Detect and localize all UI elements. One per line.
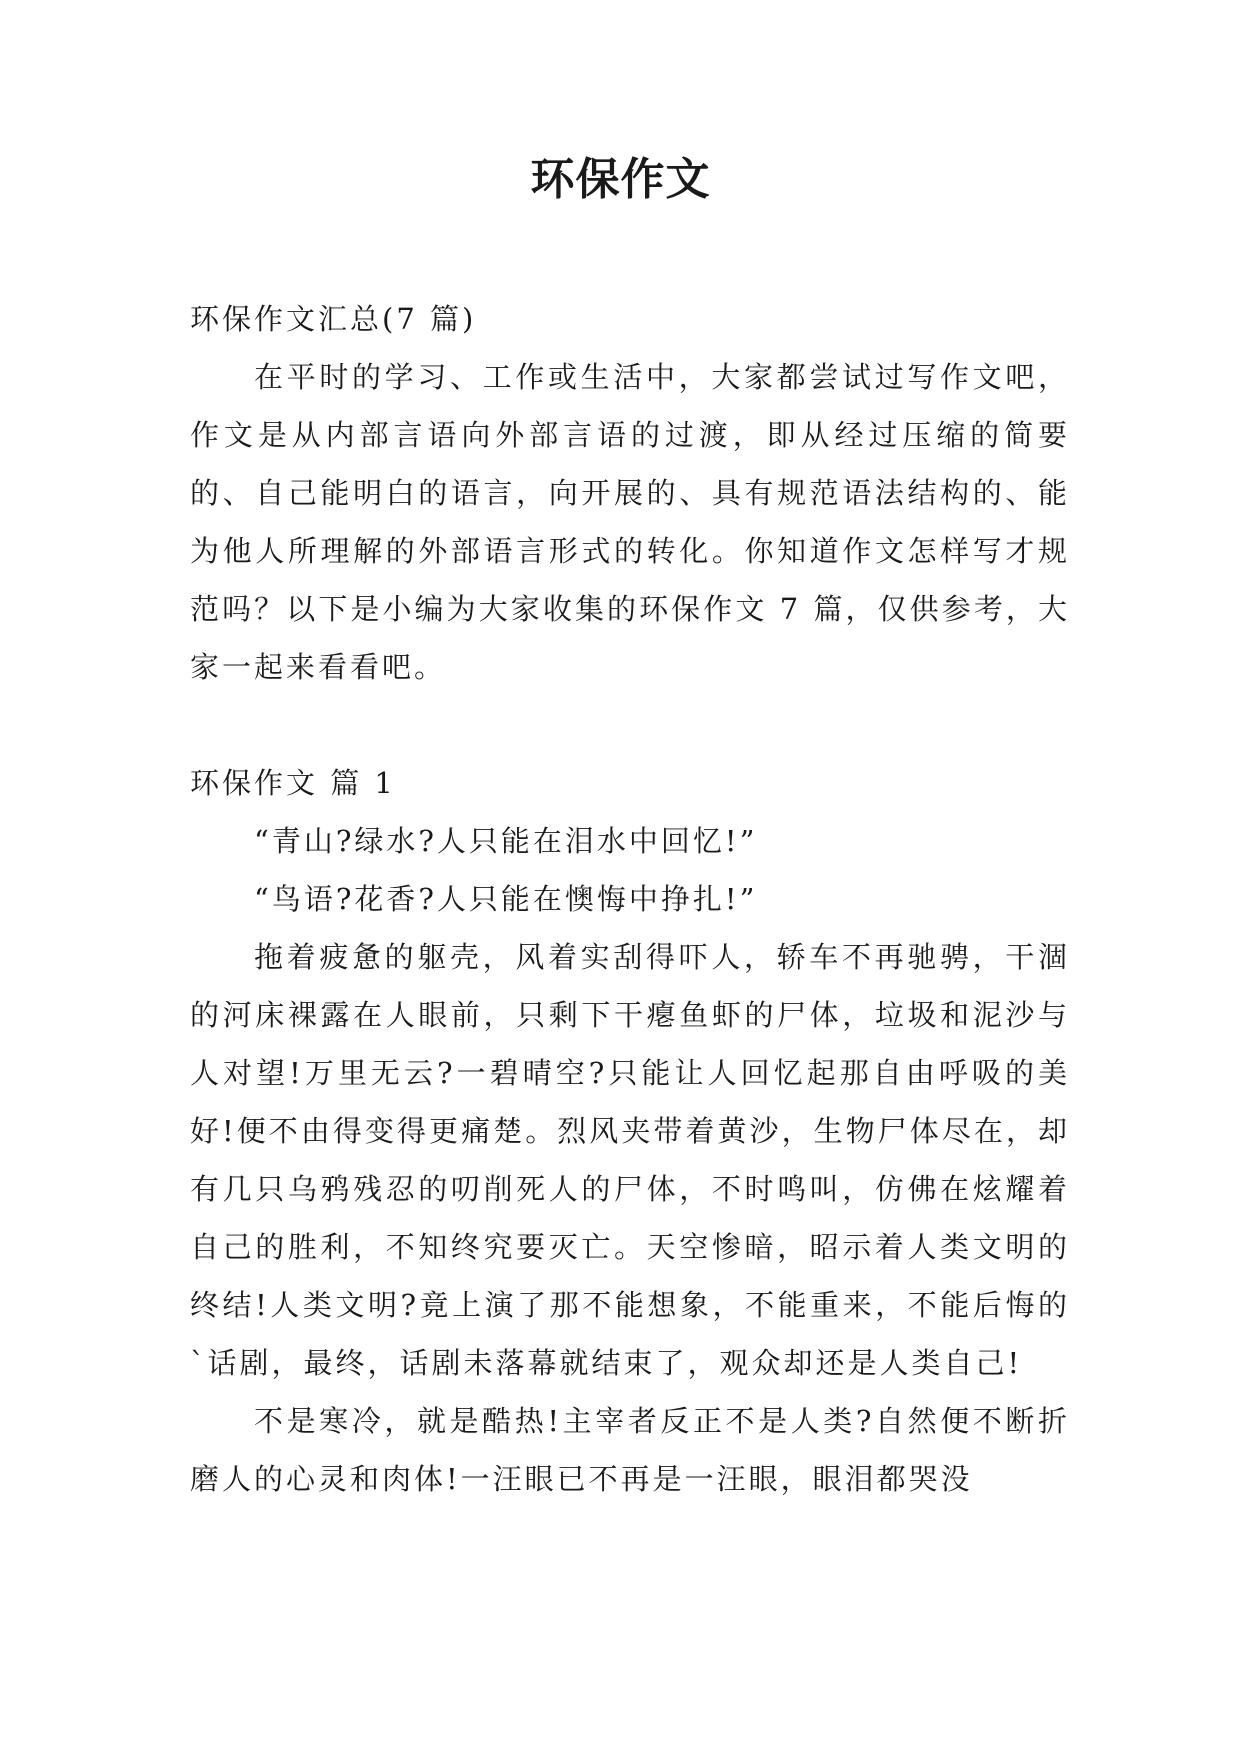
body-paragraph-1: 拖着疲惫的躯壳，风着实刮得吓人，轿车不再驰骋，干涸的河床裸露在人眼前，只剩下干瘪鱼虾的尸体，垃圾和泥沙与人对望!万里无云?一碧晴空?只能让人回忆起那自由呼吸的美好!便不由得变得更痛楚。烈风夹带着黄沙，生物尸体尽在，却有几只乌鸦残忍的叨削死人的尸体，不时鸣叫，仿佛在炫耀着自己的胜利，不知终究要灭亡。天空惨暗，昭示着人类文明的终结!人类文明?竟上演了那不能想象，不能重来，不能后悔的`话剧，最终，话剧未落幕就结束了，观众却还是人类自己! <box>190 940 1070 1380</box>
section-heading: 环保作文 篇 1 <box>190 766 396 800</box>
section-spacer <box>190 696 1070 754</box>
body-paragraph-2: 不是寒冷，就是酷热!主宰者反正不是人类?自然便不断折磨人的心灵和肉体!一汪眼已不再是一汪眼，眼泪都哭没 <box>190 1404 1070 1496</box>
page-title: 环保作文 <box>530 154 711 205</box>
document-subtitle: 环保作文汇总(7 篇) <box>190 302 477 336</box>
quote-line-1: “青山?绿水?人只能在泪水中回忆!” <box>254 824 758 858</box>
quote-line-2: “鸟语?花香?人只能在懊悔中挣扎!” <box>254 882 758 916</box>
document-body <box>190 290 1070 1508</box>
intro-paragraph: 在平时的学习、工作或生活中，大家都尝试过写作文吧，作文是从内部言语向外部言语的过渡，即从经过压缩的简要的、自己能明白的语言，向开展的、具有规范语法结构的、能为他人所理解的外部语言形式的转化。你知道作文怎样写才规范吗？以下是小编为大家收集的环保作文 7 篇，仅供参考，大家一起来看看吧。 <box>190 360 1070 684</box>
